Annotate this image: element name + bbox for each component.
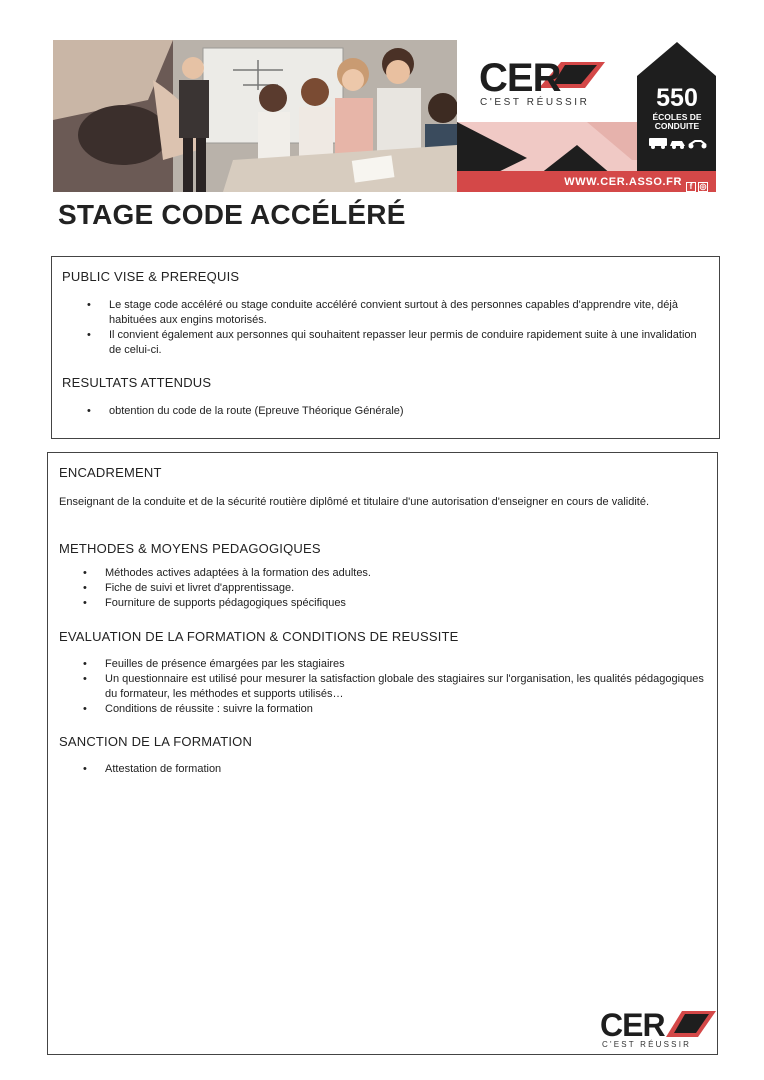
logo-chevron-icon — [666, 1011, 716, 1039]
page-title: STAGE CODE ACCÉLÉRÉ — [58, 199, 406, 230]
footer-tagline: C'EST RÉUSSIR — [602, 1040, 692, 1049]
heading-encadrement: ENCADREMENT — [59, 465, 162, 480]
list-item: • Le stage code accéléré ou stage conduite accéléré convient surtout à des personnes capables d'apprendre vite, déjà habituées aux engins motorisés. — [65, 298, 705, 328]
list-item: • Méthodes actives adaptées à la formation des adultes. — [61, 566, 706, 581]
list-item: • Un questionnaire est utilisé pour mesurer la satisfaction globale des stagiaires sur l'organisation, les qualités pédagogiques du formateur, les méthodes et supports utilisés… — [61, 672, 706, 702]
social-icons — [684, 176, 708, 192]
schools-label-line1: ÉCOLES DE — [652, 112, 702, 122]
list-item: • Attestation de formation — [61, 762, 706, 777]
list-item: • Il convient également aux personnes qui souhaitent repasser leur permis de conduire rapidement suite à une invalidation de celui-ci. — [65, 328, 705, 358]
instagram-icon[interactable]: ◎ — [699, 182, 707, 191]
heading-sanction: SANCTION DE LA FORMATION — [59, 734, 253, 749]
website-bar — [457, 171, 716, 192]
facebook-icon[interactable]: f — [686, 182, 696, 192]
section-box-formation — [47, 452, 718, 1055]
section-box-public — [51, 256, 720, 439]
list-sanction — [61, 762, 706, 777]
encadrement-text: Enseignant de la conduite et de la sécurité routière diplômé et titulaire d'une autorisation d'enseigner en cours de validité. — [59, 496, 650, 508]
footer-cer-logo: CER — [600, 1007, 665, 1043]
heading-resultats: RESULTATS ATTENDUS — [62, 375, 212, 390]
header-banner — [53, 40, 716, 192]
list-item: • Conditions de réussite : suivre la formation — [61, 702, 706, 717]
list-resultats — [65, 404, 705, 419]
list-item: • Feuilles de présence émargées par les stagiaires — [61, 657, 706, 672]
list-evaluation — [61, 657, 706, 717]
classroom-photo — [53, 40, 457, 192]
schools-label-line2: CONDUITE — [654, 121, 700, 131]
list-methodes — [61, 566, 706, 611]
brand-tagline: C'EST RÉUSSIR — [480, 97, 590, 108]
heading-evaluation: EVALUATION DE LA FORMATION & CONDITIONS DE REUSSITE — [59, 629, 459, 644]
heading-public: PUBLIC VISE & PREREQUIS — [62, 269, 240, 284]
vehicles-icon — [649, 136, 707, 150]
schools-count: 550 — [656, 84, 698, 112]
heading-methodes: METHODES & MOYENS PEDAGOGIQUES — [59, 541, 321, 556]
list-item: • obtention du code de la route (Epreuve Théorique Générale) — [65, 404, 705, 419]
footer-logo — [600, 1007, 718, 1051]
list-item: • Fiche de suivi et livret d'apprentissage. — [61, 581, 706, 596]
list-public — [65, 298, 705, 358]
brand-panel — [457, 40, 716, 192]
list-item: • Fourniture de supports pédagogiques spécifiques — [61, 596, 706, 611]
website-url[interactable]: WWW.CER.ASSO.FR — [564, 176, 682, 188]
cer-logo: CER — [479, 56, 561, 100]
